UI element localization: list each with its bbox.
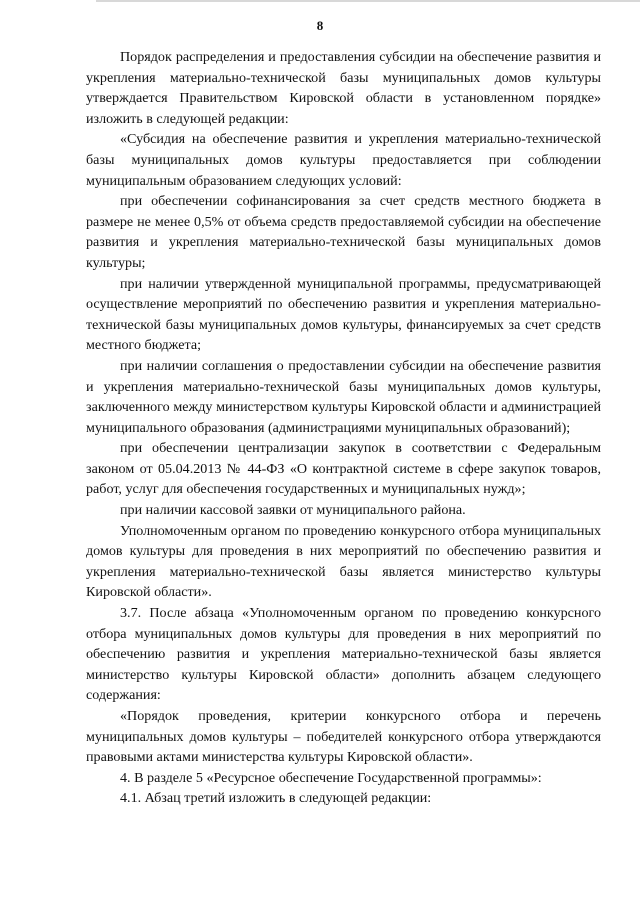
document-body xyxy=(86,47,601,809)
paragraph-condition-cofinancing: при обеспечении софинансирования за счет средств местного бюджета в размере не менее 0,5% от объема средств предоставляемой субсидии на обеспечение развития и укрепления материально-технической базы муниципальных домов культуры; xyxy=(86,193,601,271)
paragraph-authorized-body: Уполномоченным органом по проведению конкурсного отбора муниципальных домов культуры для проведения в них мероприятий по обеспечению развития и укрепления материально-технической базы является министерство культуры Кировской области». xyxy=(86,522,601,601)
scan-edge-line xyxy=(96,0,640,2)
page-number: 8 xyxy=(316,18,324,33)
paragraph-item-4-1: 4.1. Абзац третий изложить в следующей редакции: xyxy=(120,790,432,807)
paragraph-selection-procedure: «Порядок проведения, критерии конкурсного отбора и перечень муниципальных домов культуры – победителей конкурсного отбора утверждаются правовыми актами министерства культуры Кировской области». xyxy=(86,708,601,766)
paragraph-condition-procurement: при обеспечении централизации закупок в соответствии с Федеральным законом от 05.04.2013 № 44-ФЗ «О контрактной системе в сфере закупок товаров, работ, услуг для обеспечения государственных и муниципальных нужд»; xyxy=(86,440,601,498)
paragraph-condition-cash-request: при наличии кассовой заявки от муниципального района. xyxy=(120,502,466,519)
paragraph-subsidy-conditions-intro: «Субсидия на обеспечение развития и укрепления материально-технической базы муниципальных домов культуры предоставляется при соблюдении муниципальным образованием следующих условий: xyxy=(86,131,601,189)
paragraph-item-4: 4. В разделе 5 «Ресурсное обеспечение Государственной программы»: xyxy=(120,769,542,786)
paragraph-subsidy-procedure: Порядок распределения и предоставления субсидии на обеспечение развития и укрепления материально-технической базы муниципальных домов культуры утверждается Правительством Кировской области в установленном порядке» изложить в следующей редакции: xyxy=(86,49,601,127)
paragraph-condition-agreement: при наличии соглашения о предоставлении субсидии на обеспечение развития и укрепления материально-технической базы муниципальных домов культуры, заключенного между министерством культуры Кировской области и администрацией муниципального образования (администрациями муниципальных образований); xyxy=(86,357,601,436)
paragraph-item-3-7: 3.7. После абзаца «Уполномоченным органом по проведению конкурсного отбора муниципальных домов культуры для проведения в них мероприятий по обеспечению развития и укрепления материально-технической базы является министерство культуры Кировской области» дополнить абзацем следующего содержания: xyxy=(86,605,601,704)
paragraph-condition-program: при наличии утвержденной муниципальной программы, предусматривающей осуществление мероприятий по обеспечению развития и укрепления материально-технической базы муниципальных домов культуры, финансируемых за счет средств местного бюджета; xyxy=(86,275,601,354)
